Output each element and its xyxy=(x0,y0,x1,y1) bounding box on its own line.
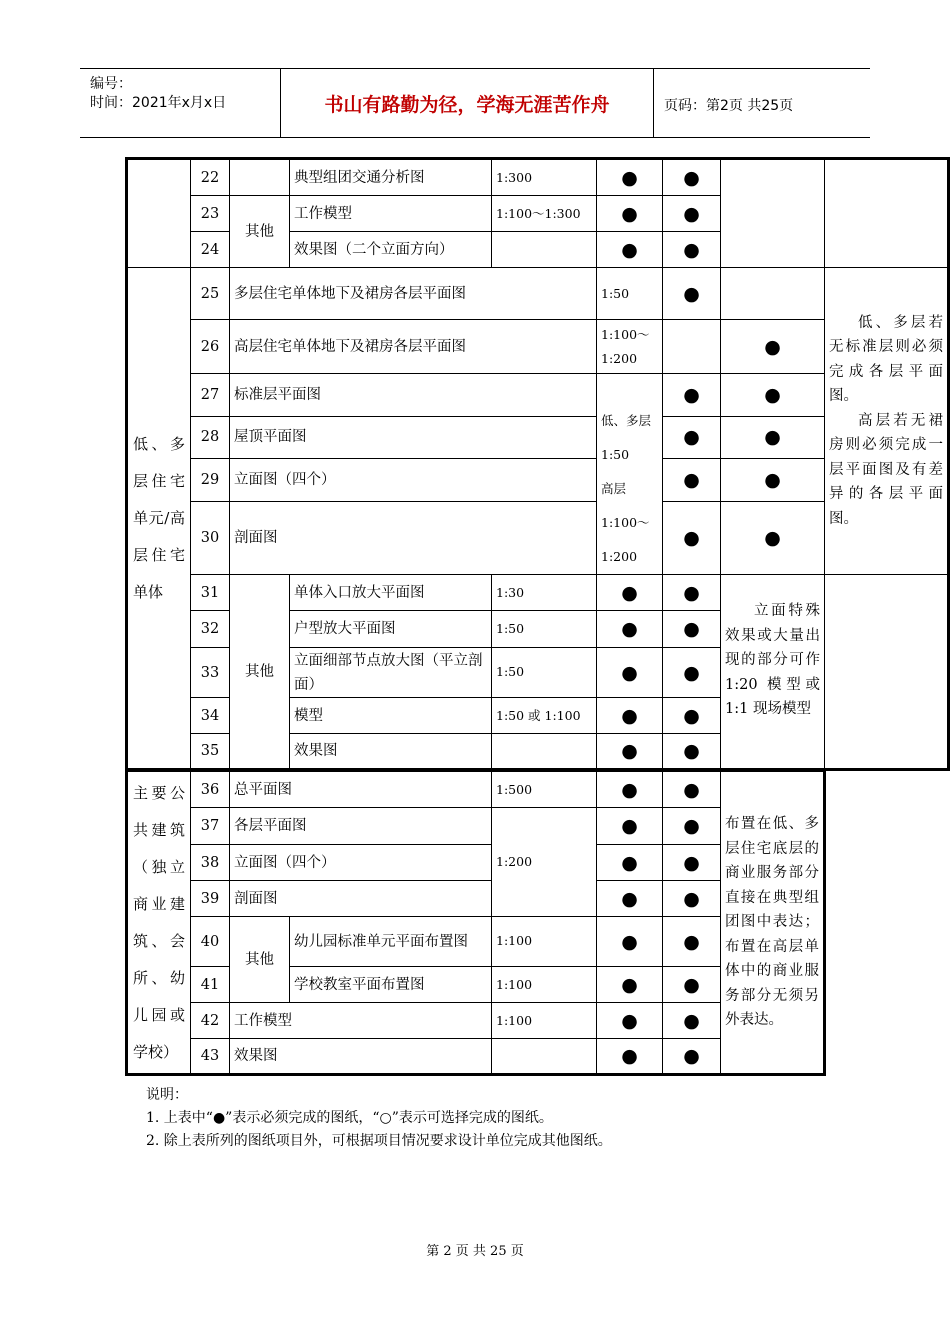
row-number: 23 xyxy=(191,196,230,232)
required-dot: ● xyxy=(663,416,721,459)
drawing-name: 单体入口放大平面图 xyxy=(290,575,492,611)
group-label: 其他 xyxy=(230,917,290,1003)
required-dot: ● xyxy=(597,648,663,698)
required-dot: ● xyxy=(721,459,825,502)
scale: 1:50 xyxy=(492,648,597,698)
group-label: 其他 xyxy=(230,196,290,268)
table-row xyxy=(127,196,949,232)
required-dot: ● xyxy=(663,268,721,320)
row-number: 26 xyxy=(191,320,230,374)
note-a xyxy=(825,268,949,575)
table-row xyxy=(127,845,825,881)
drawing-name: 屋顶平面图 xyxy=(230,416,597,459)
page-header xyxy=(80,68,870,138)
row-number: 36 xyxy=(191,771,230,808)
row-number: 35 xyxy=(191,734,230,770)
row-number: 22 xyxy=(191,159,230,196)
scale: 1:50 或 1:100 xyxy=(492,698,597,734)
table-row xyxy=(127,1039,825,1075)
required-dot: ● xyxy=(597,698,663,734)
required-dot: ● xyxy=(663,196,721,232)
required-dot: ● xyxy=(597,771,663,808)
notes-title: 说明： xyxy=(146,1087,188,1103)
table-row xyxy=(127,881,825,917)
header-meta xyxy=(80,69,281,137)
row-number: 25 xyxy=(191,268,230,320)
scale: 1:100 xyxy=(492,1003,597,1039)
row-number: 39 xyxy=(191,881,230,917)
required-dot: ● xyxy=(663,648,721,698)
drawing-name: 工作模型 xyxy=(290,196,492,232)
required-dot: ● xyxy=(663,917,721,967)
drawing-name: 模型 xyxy=(290,698,492,734)
required-dot: ● xyxy=(663,501,721,574)
required-dot: ● xyxy=(663,575,721,611)
scale: 1:100～1:200 xyxy=(597,320,663,374)
scale: 1:30 xyxy=(492,575,597,611)
required-dot: ● xyxy=(597,159,663,196)
row-number: 40 xyxy=(191,917,230,967)
page-indicator: 页码：第2页 共25页 xyxy=(664,98,794,114)
required-dot: ● xyxy=(721,501,825,574)
drawing-name: 幼儿园标准单元平面布置图 xyxy=(290,917,492,967)
section-label: 低、多层住宅单元/高层住宅单体 xyxy=(127,268,191,770)
drawing-name: 立面细部节点放大图（平立剖面） xyxy=(290,648,492,698)
drawing-table-2 xyxy=(125,769,826,1076)
scale: 1:50 xyxy=(597,268,663,320)
note-b: 立面特殊效果或大量出现的部分可作 1:20 模型或 1:1 现场模型 xyxy=(721,575,825,770)
table-row xyxy=(127,159,949,196)
section-label: 主要公共建筑（独立商业建筑、会所、幼儿园或学校） xyxy=(127,771,191,1075)
merged-scale: 低、多层 1:50 高层 1:100～ 1:200 xyxy=(597,374,663,575)
section-label-cell xyxy=(127,159,191,268)
required-dot: ● xyxy=(721,374,825,417)
drawing-name: 各层平面图 xyxy=(230,808,492,845)
code-label: 编号： xyxy=(90,76,132,92)
row-number: 24 xyxy=(191,232,230,268)
group-label: 其他 xyxy=(230,575,290,770)
required-dot: ● xyxy=(663,159,721,196)
required-dot: ● xyxy=(597,917,663,967)
scale xyxy=(492,734,597,770)
table-row xyxy=(127,917,825,967)
notes-line-1: 1. 上表中“●”表示必须完成的图纸，“○”表示可选择完成的图纸。 xyxy=(146,1110,553,1126)
required-dot: ● xyxy=(663,611,721,648)
scale: 1:300 xyxy=(492,159,597,196)
drawing-name: 工作模型 xyxy=(230,1003,492,1039)
note-a2: 高层若无裙房则必须完成一层平面图及有差异的各层平面图。 xyxy=(829,412,943,527)
row-number: 32 xyxy=(191,611,230,648)
required-dot: ● xyxy=(663,771,721,808)
date-label: 时间：2021年x月x日 xyxy=(90,95,227,111)
drawing-name: 户型放大平面图 xyxy=(290,611,492,648)
notes-line-2: 2. 除上表所列的图纸项目外，可根据项目情况要求设计单位完成其他图纸。 xyxy=(146,1133,612,1149)
row-number: 33 xyxy=(191,648,230,698)
row-number: 31 xyxy=(191,575,230,611)
row-number: 37 xyxy=(191,808,230,845)
scale: 1:100～1:300 xyxy=(492,196,597,232)
table-row xyxy=(127,771,825,808)
drawing-name: 剖面图 xyxy=(230,501,597,574)
required-dot: ● xyxy=(663,845,721,881)
drawing-table-1 xyxy=(125,157,950,771)
row-number: 27 xyxy=(191,374,230,417)
drawing-name: 标准层平面图 xyxy=(230,374,597,417)
table-row xyxy=(127,575,949,611)
required-dot: ● xyxy=(663,734,721,770)
row-number: 43 xyxy=(191,1039,230,1075)
table-row xyxy=(127,1003,825,1039)
drawing-name: 学校教室平面布置图 xyxy=(290,967,492,1003)
drawing-name: 效果图 xyxy=(290,734,492,770)
scale xyxy=(492,232,597,268)
drawing-name: 典型组团交通分析图 xyxy=(290,159,492,196)
required-dot: ● xyxy=(597,196,663,232)
required-dot: ● xyxy=(663,881,721,917)
drawing-name: 多层住宅单体地下及裙房各层平面图 xyxy=(230,268,597,320)
scale: 1:100 xyxy=(492,967,597,1003)
merged-scale: 1:200 xyxy=(492,808,597,917)
required-dot: ● xyxy=(721,416,825,459)
note-a1: 低、多层若无标准层则必须完成各层平面图。 xyxy=(829,314,943,405)
required-dot: ● xyxy=(721,320,825,374)
required-dot: ● xyxy=(663,808,721,845)
required-dot: ● xyxy=(663,967,721,1003)
notes xyxy=(146,1084,612,1153)
required-dot: ● xyxy=(663,1003,721,1039)
required-dot: ● xyxy=(597,1003,663,1039)
motto: 书山有路勤为径，学海无涯苦作舟 xyxy=(281,69,654,137)
required-dot: ● xyxy=(597,967,663,1003)
required-dot: ● xyxy=(597,845,663,881)
required-dot: ● xyxy=(663,1039,721,1075)
required-dot: ● xyxy=(597,575,663,611)
scale: 1:100 xyxy=(492,917,597,967)
row-number: 38 xyxy=(191,845,230,881)
drawing-name: 立面图（四个） xyxy=(230,845,492,881)
required-dot: ● xyxy=(597,734,663,770)
row-number: 29 xyxy=(191,459,230,502)
table-row xyxy=(127,268,949,320)
row-number: 41 xyxy=(191,967,230,1003)
drawing-name: 高层住宅单体地下及裙房各层平面图 xyxy=(230,320,597,374)
drawing-name: 效果图（二个立面方向） xyxy=(290,232,492,268)
drawing-name: 总平面图 xyxy=(230,771,492,808)
required-dot: ● xyxy=(663,698,721,734)
page-footer: 第 2 页 共 25 页 xyxy=(426,1244,524,1259)
table-row xyxy=(127,808,825,845)
scale: 1:500 xyxy=(492,771,597,808)
row-number: 42 xyxy=(191,1003,230,1039)
note-cell xyxy=(721,159,825,268)
required-dot: ● xyxy=(663,374,721,417)
note-c: 布置在低、多层住宅底层的商业服务部分直接在典型组团图中表达；布置在高层单体中的商业服务部分无须另外表达。 xyxy=(721,771,825,1075)
row-number: 28 xyxy=(191,416,230,459)
required-dot: ● xyxy=(597,1039,663,1075)
required-dot: ● xyxy=(663,232,721,268)
row-number: 30 xyxy=(191,501,230,574)
drawing-name: 立面图（四个） xyxy=(230,459,597,502)
scale xyxy=(492,1039,597,1075)
required-dot: ● xyxy=(597,808,663,845)
required-dot: ● xyxy=(663,459,721,502)
required-dot: ● xyxy=(597,232,663,268)
required-dot: ● xyxy=(597,611,663,648)
row-number: 34 xyxy=(191,698,230,734)
drawing-name: 剖面图 xyxy=(230,881,492,917)
scale: 1:50 xyxy=(492,611,597,648)
required-dot: ● xyxy=(597,881,663,917)
drawing-name: 效果图 xyxy=(230,1039,492,1075)
